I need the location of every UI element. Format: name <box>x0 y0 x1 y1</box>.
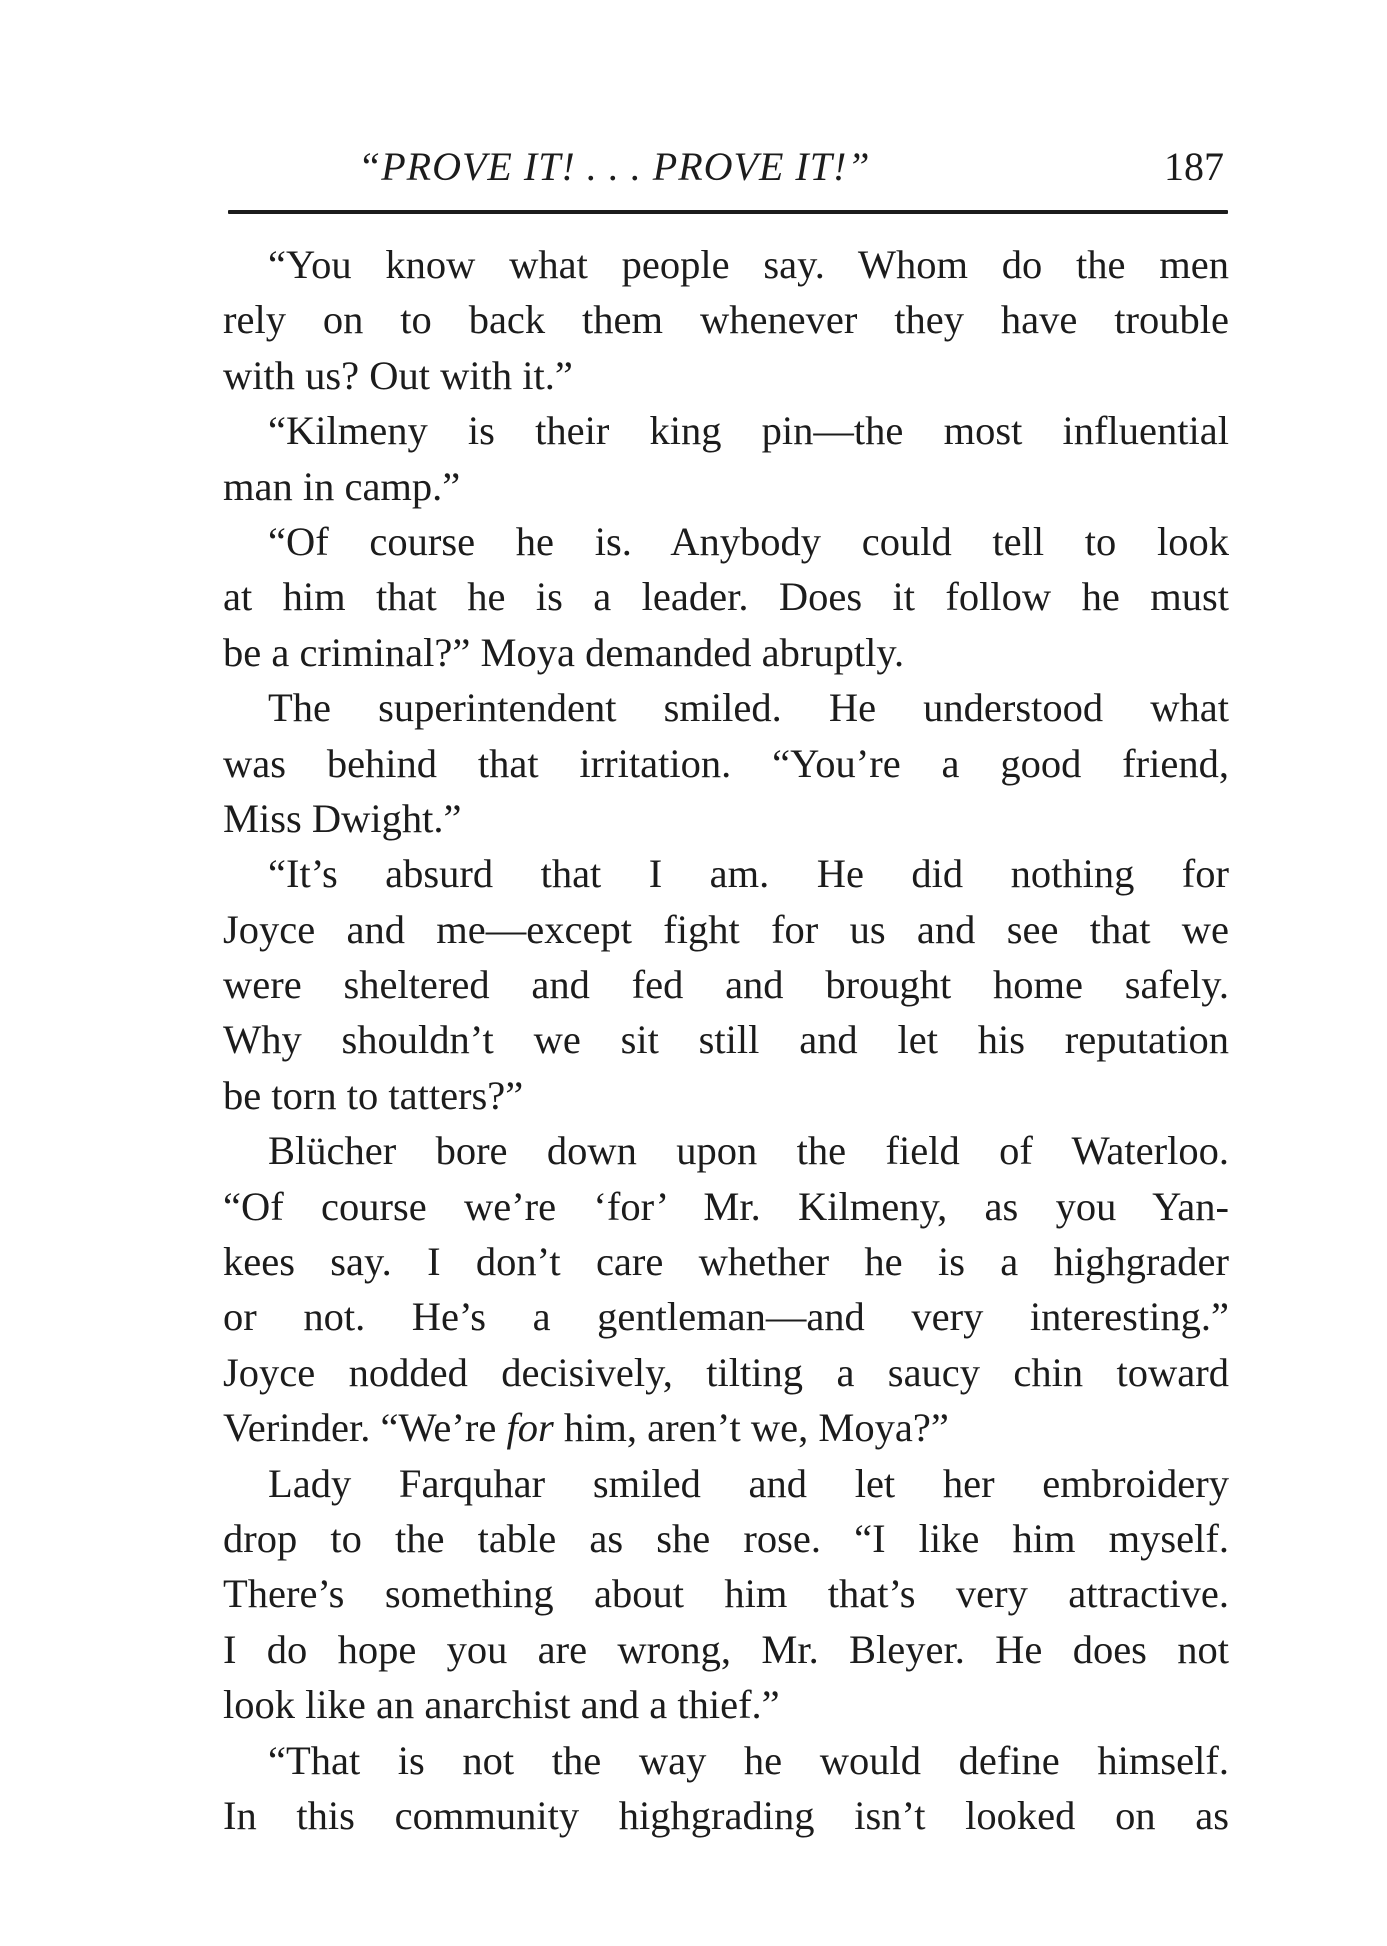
text-line: or not. He’s a gentleman—and very interesting.” <box>223 1294 1229 1340</box>
text-line: “That is not the way he would define himself. <box>268 1737 1229 1783</box>
text-line: man in camp.” <box>223 463 461 509</box>
text-line: I do hope you are wrong, Mr. Bleyer. He does not <box>223 1626 1229 1672</box>
text-line: drop to the table as she rose. “I like him myself. <box>223 1515 1229 1561</box>
text-line: look like an anarchist and a thief.” <box>223 1682 780 1728</box>
text-line: “Kilmeny is their king pin—the most influential <box>268 408 1229 454</box>
emphasis-for: for <box>506 1405 554 1451</box>
text-line: “You know what people say. Whom do the men <box>268 242 1229 287</box>
text-line: “It’s absurd that I am. He did nothing for <box>268 851 1229 897</box>
text-line: Lady Farquhar smiled and let her embroidery <box>268 1460 1229 1506</box>
text-line <box>223 1400 1229 1455</box>
text-line: was behind that irritation. “You’re a good friend, <box>223 740 1229 786</box>
body-text <box>223 237 1229 1843</box>
text-line: “Of course we’re ‘for’ Mr. Kilmeny, as you Yan- <box>223 1183 1229 1229</box>
text-line: Joyce and me—except fight for us and see that we <box>223 906 1229 952</box>
text-line: with us? Out with it.” <box>223 352 573 398</box>
page-header <box>228 143 1228 213</box>
text-line: be torn to tatters?” <box>223 1072 524 1118</box>
text-line: be a criminal?” Moya demanded abruptly. <box>223 629 905 675</box>
text-line: There’s something about him that’s very attractive. <box>223 1571 1229 1617</box>
text-line: Joyce nodded decisively, tilting a saucy chin toward <box>223 1349 1229 1395</box>
text-line: Blücher bore down upon the field of Waterloo. <box>268 1128 1229 1174</box>
text-fragment: him, aren’t we, Moya?” <box>553 1405 949 1451</box>
header-rule <box>228 210 1228 214</box>
text-line: In this community highgrading isn’t looked on as <box>223 1792 1229 1838</box>
text-line: kees say. I don’t care whether he is a highgrader <box>223 1239 1229 1285</box>
running-head: “PROVE IT! . . . PROVE IT!” <box>358 144 871 189</box>
text-line: Miss Dwight.” <box>223 795 462 841</box>
text-line: “Of course he is. Anybody could tell to look <box>268 518 1229 564</box>
text-line: Why shouldn’t we sit still and let his reputation <box>223 1017 1229 1063</box>
text-line: were sheltered and fed and brought home safely. <box>223 962 1229 1008</box>
text-line: rely on to back them whenever they have trouble <box>223 297 1229 343</box>
text-fragment: Verinder. “We’re <box>223 1405 507 1451</box>
text-line: at him that he is a leader. Does it follow he must <box>223 574 1229 620</box>
page-number: 187 <box>1164 144 1224 189</box>
text-line: The superintendent smiled. He understood what <box>268 685 1229 731</box>
